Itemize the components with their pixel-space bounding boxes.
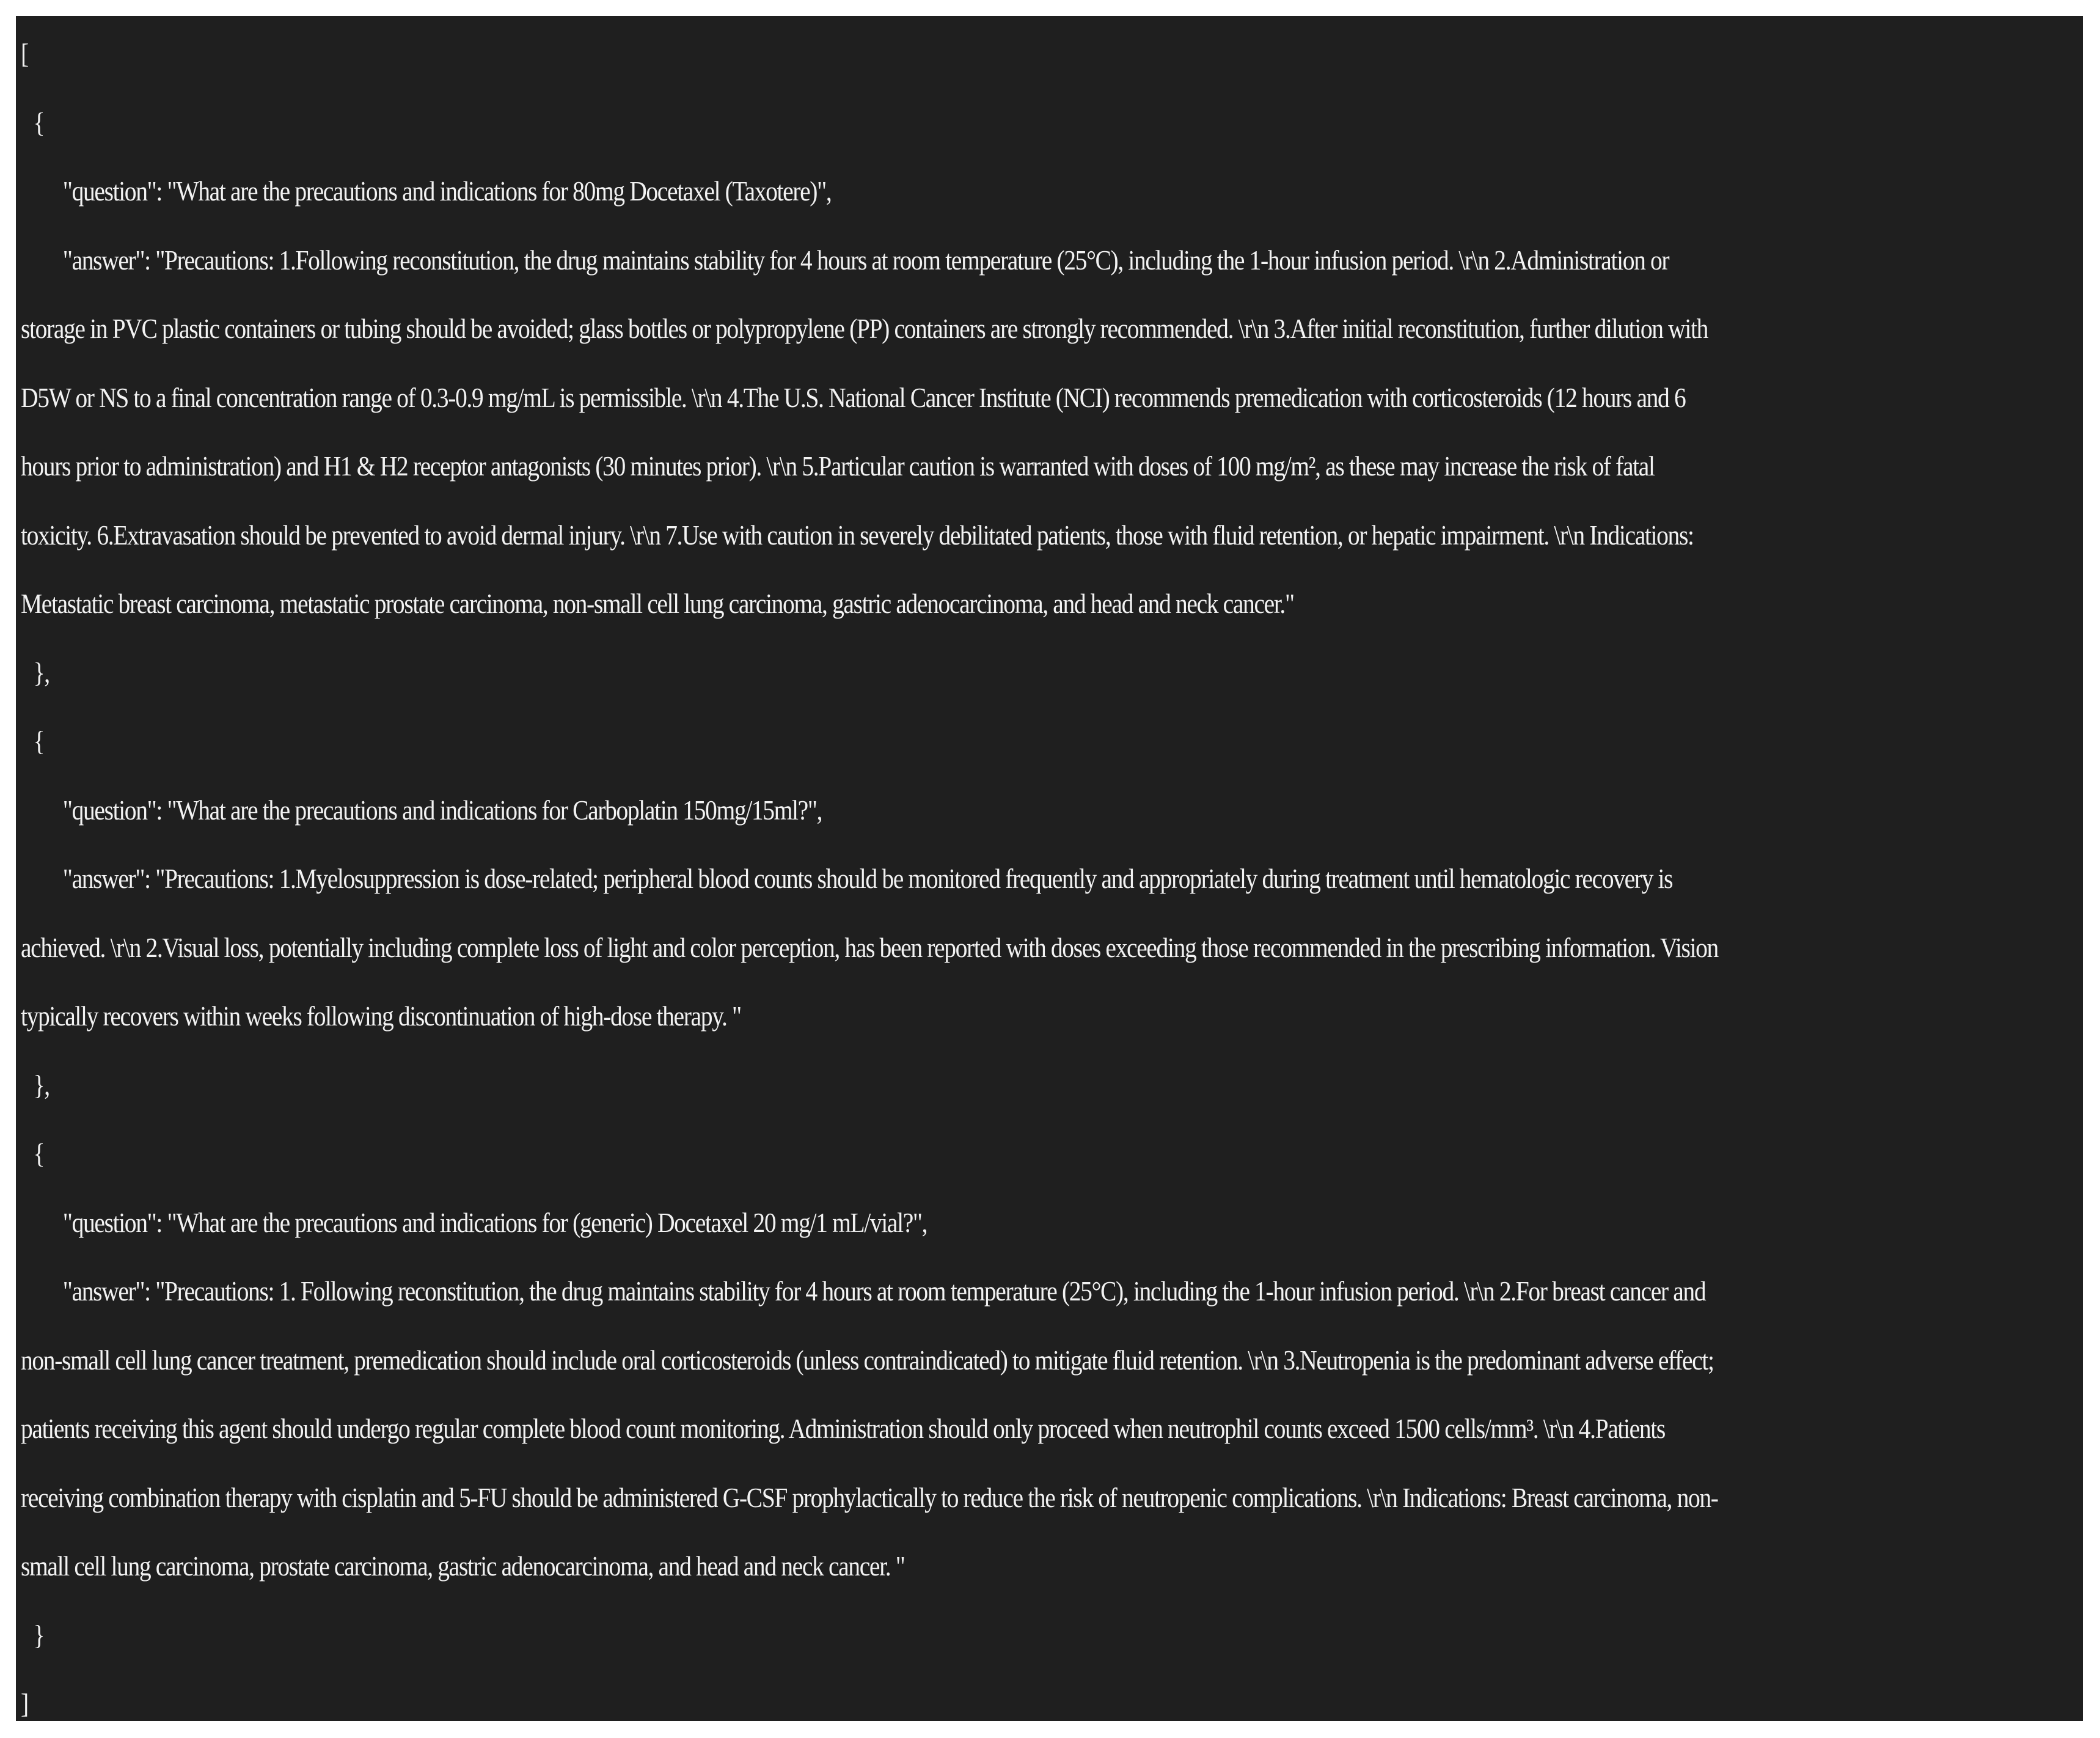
object-open-brace: { (33, 725, 45, 757)
answer-line: patients receiving this agent should undergo regular complete blood count monitoring. Administration should only proceed when neutrophil counts exceed 1500 cells/mm³. \r\n 4.Patients (21, 1413, 1665, 1444)
answer-line: small cell lung carcinoma, prostate carcinoma, gastric adenocarcinoma, and head and neck cancer. " (21, 1550, 905, 1582)
object-close-brace: }, (33, 656, 49, 688)
question-line: "question": "What are the precautions and indications for Carboplatin 150mg/15ml?", (62, 794, 822, 826)
object-close-brace: } (33, 1619, 45, 1651)
answer-line: D5W or NS to a final concentration range of 0.3-0.9 mg/mL is permissible. \r\n 4.The U.S. National Cancer Institute (NCI) recommends premedication with corticosteroids (12 hours and 6 (21, 381, 1686, 413)
answer-line: toxicity. 6.Extravasation should be prevented to avoid dermal injury. \r\n 7.Use with caution in severely debilitated patients, those with fluid retention, or hepatic impairment. \r\n Indications: (21, 519, 1694, 551)
answer-line: hours prior to administration) and H1 & H2 receptor antagonists (30 minutes prior). \r\n 5.Particular caution is warranted with doses of 100 mg/m², as these may increase the risk of fatal (21, 450, 1655, 482)
json-viewer-panel (16, 16, 2083, 1721)
answer-line: "answer": "Precautions: 1. Following reconstitution, the drug maintains stability for 4 hours at room temperature (25°C), including the 1-hour infusion period. \r\n 2.For breast cancer and (62, 1275, 1706, 1307)
object-open-brace: { (33, 1138, 45, 1169)
object-close-brace: }, (33, 1069, 49, 1101)
question-line: "question": "What are the precautions and indications for 80mg Docetaxel (Taxotere)", (62, 175, 832, 207)
answer-line: "answer": "Precautions: 1.Myelosuppression is dose-related; peripheral blood counts should be monitored frequently and appropriately during treatment until hematologic recovery is (62, 863, 1673, 894)
array-open-bracket: [ (21, 38, 28, 69)
answer-line: non-small cell lung cancer treatment, premedication should include oral corticosteroids (unless contraindicated) to mitigate fluid retention. \r\n 3.Neutropenia is the predominant adverse effect; (21, 1344, 1714, 1376)
answer-line: storage in PVC plastic containers or tubing should be avoided; glass bottles or polypropylene (PP) containers are strongly recommended. \r\n 3.After initial reconstitution, further dilution with (21, 313, 1708, 344)
answer-line: Metastatic breast carcinoma, metastatic prostate carcinoma, non-small cell lung carcinoma, gastric adenocarcinoma, and head and neck cancer." (21, 588, 1294, 619)
object-open-brace: { (33, 106, 45, 138)
answer-line: receiving combination therapy with cisplatin and 5-FU should be administered G-CSF prophylactically to reduce the risk of neutropenic complications. \r\n Indications: Breast carcinoma, non- (21, 1481, 1718, 1513)
json-text-block (21, 16, 2070, 1721)
answer-line: achieved. \r\n 2.Visual loss, potentially including complete loss of light and color perception, has been reported with doses exceeding those recommended in the prescribing information. Vision (21, 931, 1718, 963)
array-close-bracket: ] (21, 1688, 28, 1719)
answer-line: typically recovers within weeks following discontinuation of high-dose therapy. " (21, 1000, 741, 1032)
answer-line: "answer": "Precautions: 1.Following reconstitution, the drug maintains stability for 4 hours at room temperature (25°C), including the 1-hour infusion period. \r\n 2.Administration or (62, 244, 1669, 276)
question-line: "question": "What are the precautions and indications for (generic) Docetaxel 20 mg/1 mL/vial?", (62, 1206, 927, 1238)
